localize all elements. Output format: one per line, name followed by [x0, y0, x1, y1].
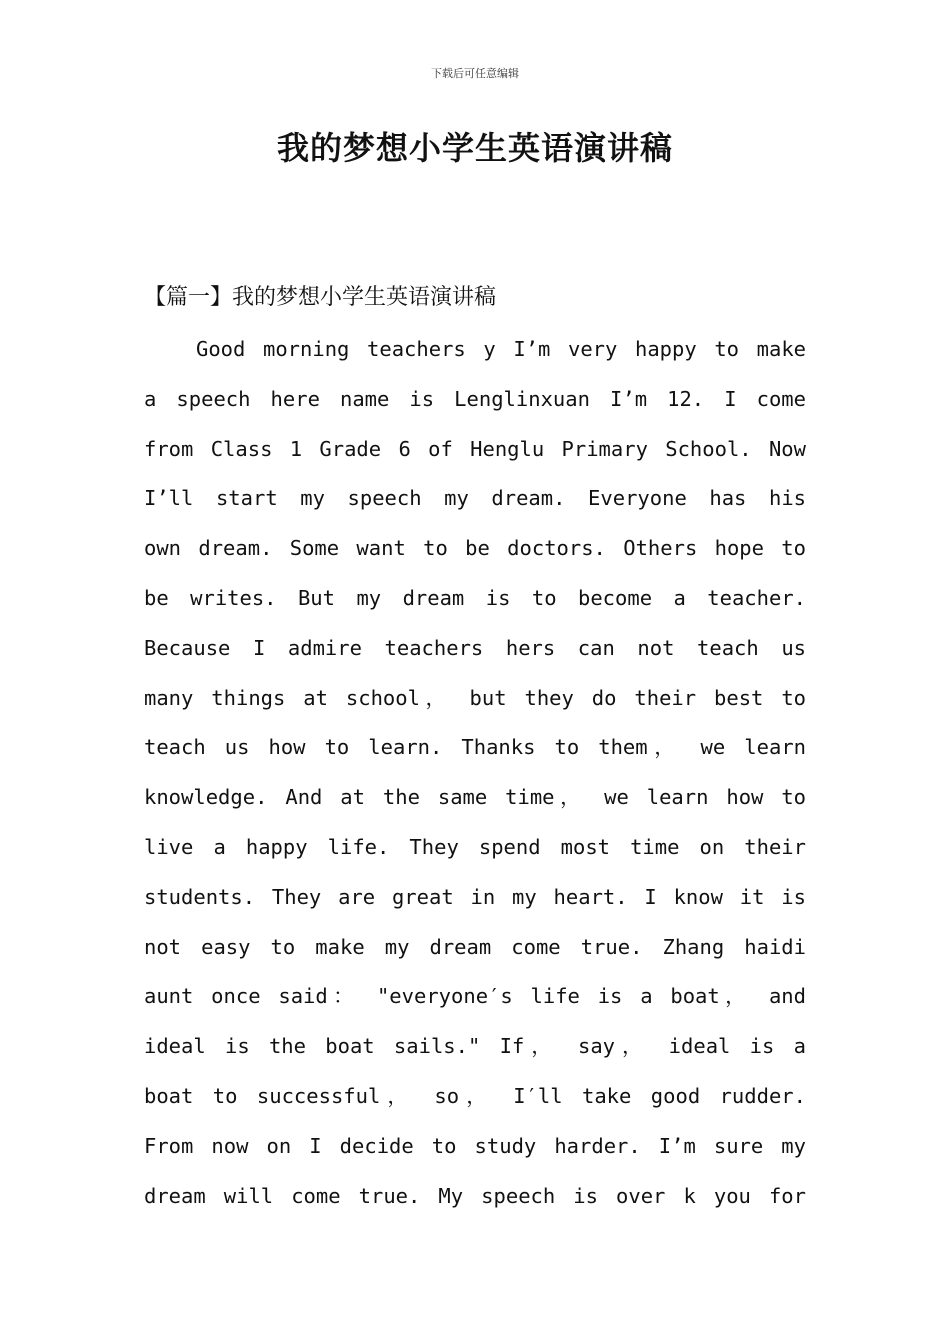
speech-body — [144, 330, 806, 1226]
text-line: students. They are great in my heart. I know it is — [144, 884, 806, 909]
header-note: 下载后可任意编辑 — [431, 67, 519, 80]
text-line: Good morning teachers y I’m very happy to make — [196, 337, 806, 361]
text-line: from Class 1 Grade 6 of Henglu Primary School. Now — [144, 436, 806, 461]
text-line: not easy to make my dream come true. Zhang haidi — [144, 934, 806, 959]
text-line: aunt once said： "everyone′s life is a boat， and — [144, 984, 806, 1009]
text-line: live a happy life. They spend most time on their — [144, 834, 806, 859]
text-line: a speech here name is Lenglinxuan I’m 12. I come — [144, 386, 806, 411]
text-line: ideal is the boat sails." If， say， ideal is a — [144, 1034, 806, 1059]
text-line: teach us how to learn. Thanks to them， we learn — [144, 735, 806, 760]
text-line: many things at school， but they do their best to — [144, 685, 806, 710]
text-line: dream will come true. My speech is over k you for — [144, 1183, 806, 1208]
text-line: I’ll start my speech my dream. Everyone has his — [144, 486, 806, 511]
text-line: knowledge. And at the same time， we learn how to — [144, 785, 806, 810]
text-line: own dream. Some want to be doctors. Others hope to — [144, 536, 806, 561]
document-title: 我的梦想小学生英语演讲稿 — [276, 129, 673, 167]
text-line: Because I admire teachers hers can not teach us — [144, 635, 806, 660]
section-heading: 【篇一】我的梦想小学生英语演讲稿 — [144, 285, 497, 310]
text-line: From now on I decide to study harder. I’m sure my — [144, 1133, 806, 1158]
text-line: be writes. But my dream is to become a teacher. — [144, 585, 806, 610]
text-line: boat to successful， so， I′ll take good rudder. — [144, 1083, 806, 1108]
